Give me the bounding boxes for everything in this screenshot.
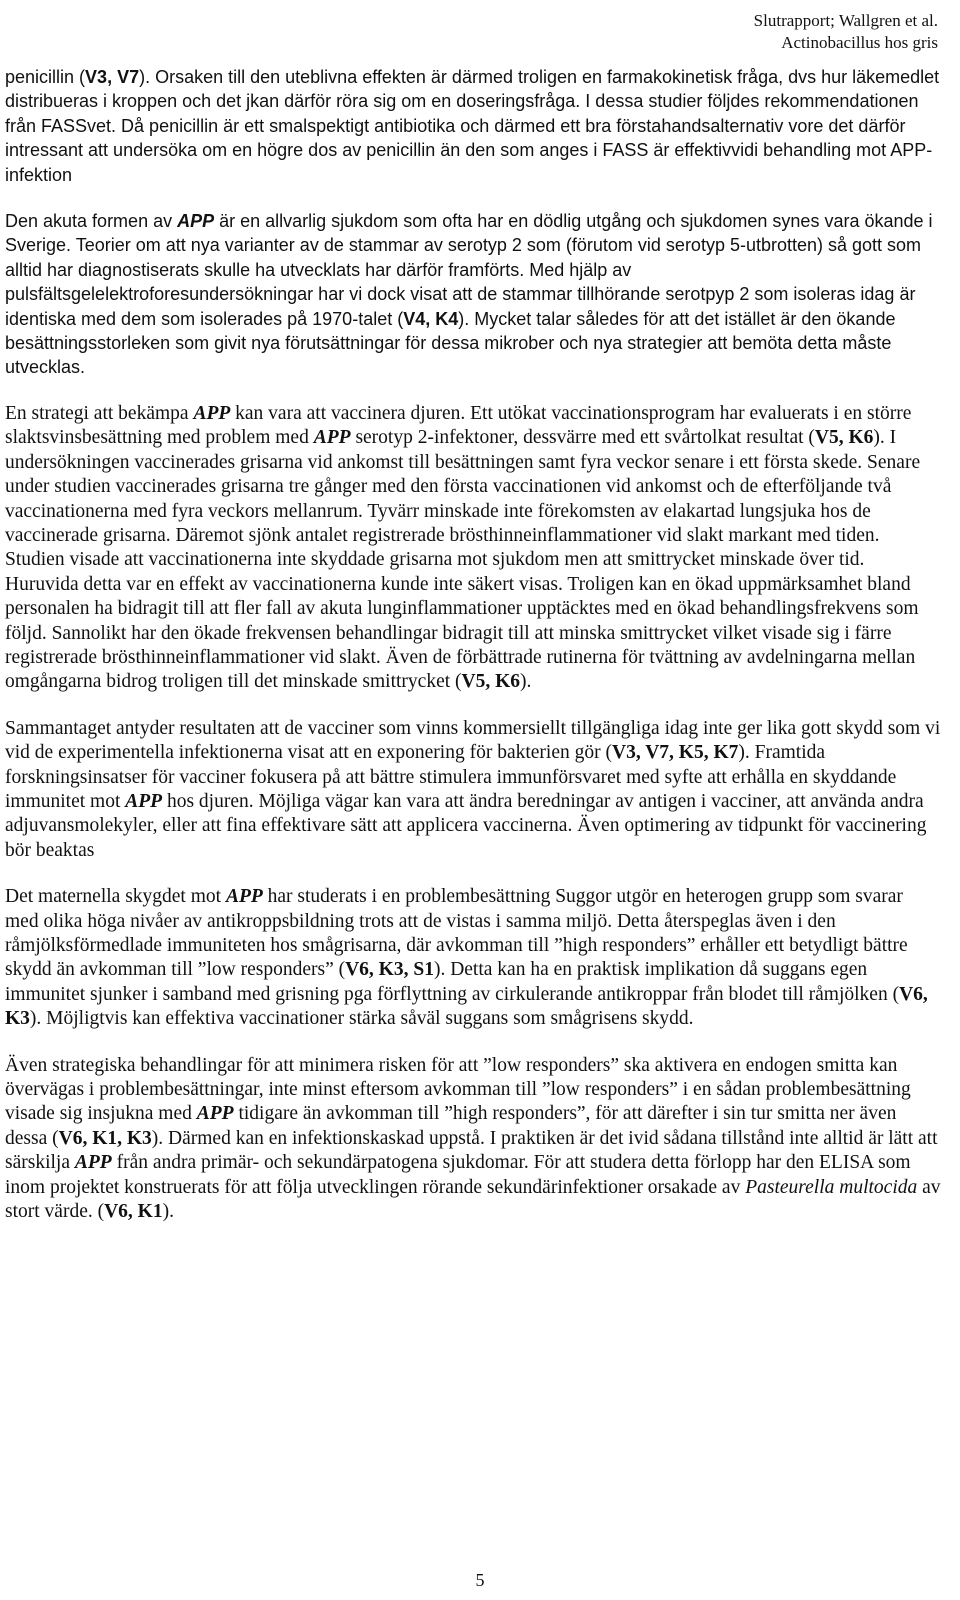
document-body — [5, 65, 941, 1246]
pathogen-abbrev: APP — [196, 1103, 234, 1125]
text-run: kan vara att vaccinera djuren. Ett utökat vaccinationsprogram har evaluerats i en större slaktsvinsbesättning med problem med — [5, 402, 912, 449]
pathogen-abbrev: APP — [313, 427, 351, 449]
running-header — [754, 10, 938, 54]
text-run: hos djuren. Möjliga vägar kan vara att ändra beredningar av antigen i vacciner, att använda andra adjuvansmolekyler, eller att fina effektivare sätt att applicera vaccinerna. Även optimering av tidpunkt för vaccinering bör beaktas — [5, 790, 927, 861]
paragraph-3 — [5, 402, 941, 695]
reference: V4, K4 — [403, 308, 459, 329]
text-run: Den akuta formen av — [5, 211, 178, 232]
reference: V6, K3, S1 — [345, 959, 434, 981]
pathogen-abbrev: APP — [193, 402, 231, 424]
reference: V5, K6 — [814, 427, 874, 449]
text-run: Det maternella skygdet mot — [5, 886, 226, 908]
text-run: av stort värde. ( — [5, 1176, 941, 1223]
reference: V3, V7 — [85, 67, 140, 87]
text-run: har studerats i en problembesättning Suggor utgör en heterogen grupp som svarar med olika höga nivåer av antikroppsbildning trots att de vistas i samma miljö. Detta återspeglas även i den råmjölksförmedlade immuniteten hos smågrisarna, där avkomman till ”high responders” erhåller ett betydligt bättre skydd än avkomman till ”low responders” ( — [5, 886, 908, 981]
reference: V6, K1, K3 — [58, 1127, 152, 1149]
text-run: ). I undersökningen vaccinerades grisarna vid ankomst till besättningen samt fyra veckor senare i ett första skede. Senare under studien vaccinerades grisarna tre gånger med den första vaccinationen vid ankomst och de efterföljande två vaccinationerna med fyra veckors mellanrum. Tyvärr minskade inte förekomsten av elakartad lungsjuka hos de vaccinerade grisarna. Däremot sjönk antalet registrerade brösthinneinflammationer vid slakt markant med tiden. Studien visade att vaccinationerna inte skyddade grisarna mot sjukdom men att smittrycket minskade över tid. Huruvida detta var en effekt av vaccinationerna kunde inte säkert visas. Troligen kan en ökad uppmärksamhet bland personalen ha bidragit till att fler fall av akuta lunginflammationer upptäcktes med en ökad behandlingsfrekvens som följd. Sannolikt har den ökade frekvensen behandlingar bidragit till att minska smittrycket vilket visade sig i färre registrerade brösthinneinflammationer vid slakt. Även de förbättrade rutinerna för tvättning av avdelningarna mellan omgångarna bidrog troligen till det minskade smittrycket ( — [5, 427, 921, 693]
text-run: ). Mycket talar således för att det istället är den ökande besättningsstorleken som givit nya förutsättningar för dessa mikrober och nya strategier att bemöta detta måste utvecklas. — [5, 308, 896, 378]
page-number: 5 — [475, 1570, 485, 1590]
text-run: tidigare än avkomman till ”high responders”, för att därefter i sin tur smitta ner även dessa ( — [5, 1103, 897, 1149]
reference: V5, K6 — [461, 671, 521, 693]
text-run: Även strategiska behandlingar för att minimera risken för att ”low responders” ska aktivera en endogen smitta kan övervägas i problembesättningar, inte minst eftersom avkomman till ”low responders” i en sådan problembesättning visade sig insjukna med — [5, 1054, 911, 1125]
reference: V3, V7, K5, K7 — [611, 742, 739, 764]
reference: V6, K3 — [5, 983, 928, 1030]
paragraph-2 — [5, 209, 941, 380]
text-run: ). — [162, 1201, 174, 1223]
paragraph-6 — [5, 1054, 941, 1225]
text-run: är en allvarlig sjukdom som ofta har en dödlig utgång och sjukdomen synes vara ökande i Sverige. Teorier om att nya varianter av de stammar av serotyp 2 som (förutom vid serotyp 5-utbrotten) så gott som alltid har diagnostiserats skulle ha utvecklats har därför framförts. Med hjälp av pulsfältsgelelektroforesundersökningar har vi dock visat att de stammar tillhörande serotpyp 2 som isoleras idag är identiska med dem som isolerades på 1970-talet ( — [5, 211, 933, 329]
reference: V6, K1 — [104, 1201, 163, 1223]
text-run: penicillin ( — [5, 67, 86, 87]
text-run: ). Möjligtvis kan effektiva vaccinationer stärka såväl suggans som smågrisens skydd. — [29, 1008, 694, 1030]
paragraph-5 — [5, 885, 941, 1031]
header-report-title: Slutrapport; Wallgren et al. — [753, 11, 938, 30]
text-run: ). Framtida forskningsinsatser för vacciner fokusera på att bättre stimulera immunförsvaret med syfte att erhålla en skyddande immunitet mot — [5, 742, 897, 812]
text-run: serotyp 2-infektoner, dessvärre med ett svårtolkat resultat ( — [350, 427, 815, 449]
text-run: Sammantaget antyder resultaten att de vacciner som vinns kommersiellt tillgängliga idag inte ger lika gott skydd som vi vid de experimentella infektionerna visat att en exponering för bakterien gör ( — [5, 717, 941, 764]
pathogen-abbrev: APP — [177, 211, 215, 232]
paragraph-1 — [5, 65, 941, 187]
text-run: från andra primär- och sekundärpatogena sjukdomar. För att studera detta förlopp har den ELISA som inom projektet konstruerats för att följa utvecklingen rörande sekundärinfektioner orsakade av — [5, 1152, 911, 1198]
pathogen-abbrev: APP — [225, 886, 263, 908]
paragraph-4 — [5, 717, 941, 863]
text-run: En strategi att bekämpa — [5, 402, 194, 424]
pathogen-abbrev: APP — [125, 790, 163, 812]
text-run: ). Detta kan ha en praktisk implikation då suggans egen immunitet sjunker i samband med grisning pga förflyttning av cirkulerande antikroppar från blodet till råmjölken ( — [5, 959, 900, 1005]
header-subject: Actinobacillus hos gris — [781, 33, 938, 52]
pathogen-abbrev: APP — [74, 1152, 112, 1174]
text-run: ). Orsaken till den uteblivna effekten är därmed troligen en farmakokinetisk fråga, dvs hur läkemedlet distribueras i kroppen och det jkan därför röra sig om en doseringsfråga. I dessa studier följdes rekommendationen från FASSvet. Då penicillin är ett smalspektigt antibiotika och därmed ett bra förstahandsalternativ vore det därför intressant att undersöka om en högre dos av penicillin än den som anges i FASS är effektivvidi behandling mot APP-infektion — [5, 67, 940, 185]
species-name: Pasteurella multocida — [745, 1176, 918, 1198]
text-run: ). Därmed kan en infektionskaskad uppstå. I praktiken är det ivid sådana tillstånd inte alltid är lätt att särskilja — [5, 1127, 938, 1174]
text-run: ). — [520, 671, 532, 693]
